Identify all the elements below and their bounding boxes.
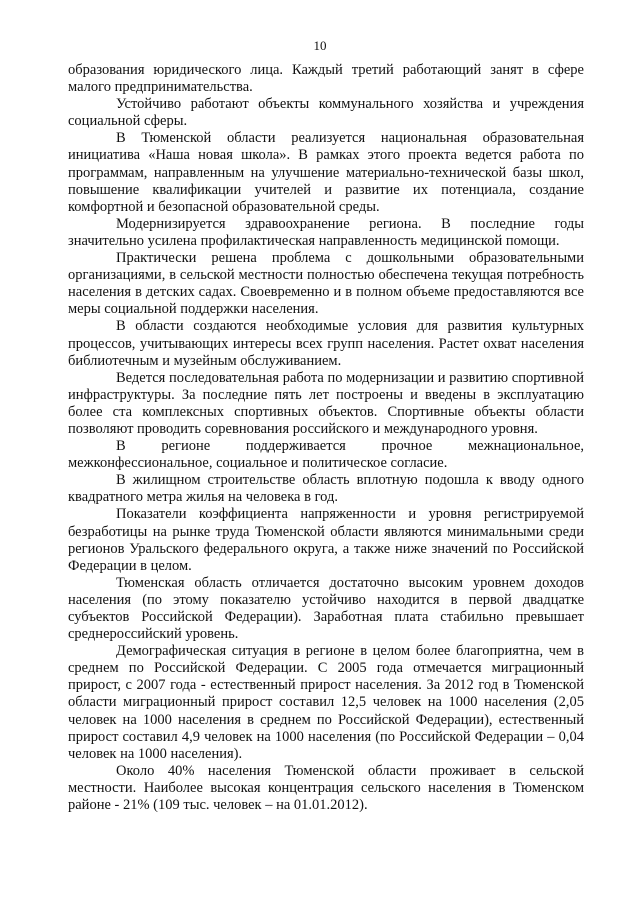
paragraph-culture: В области создаются необходимые условия для развития культурных процессов, учитывающих интересы всех групп населения. Растет охват населения библиотечным и музейным обслуживанием. [68,318,584,369]
paragraph-continued: образования юридического лица. Каждый третий работающий занят в сфере малого предпринимательства. [68,62,584,96]
paragraph-income: Тюменская область отличается достаточно высоким уровнем доходов населения (по этому показателю устойчиво находится в первой двадцатке субъектов Российской Федерации). Заработная плата стабильно превышает среднероссийский уровень. [68,574,584,643]
paragraph-education: В Тюменской области реализуется национальная образовательная инициатива «Наша новая школа». В рамках этого проекта ведется работа по программам, направленным на улучшение материально-технической базы школ, повышение квалификации учителей и развитие их потенциала, создание комфортной и безопасной образовательной среды. [68,130,584,215]
paragraph-preschool: Практически решена проблема с дошкольными образовательными организациями, в сельской местности полностью обеспечена текущая потребность населения в детских садах. Своевременно и в полном объеме предоставляются все меры социальной поддержки населения. [68,250,584,318]
page-number: 10 [313,38,327,53]
paragraph-rural-population: Около 40% населения Тюменской области проживает в сельской местности. Наиболее высокая концентрация сельского населения в Тюменском районе - 21% (109 тыс. человек – на 01.01.2012). [68,762,584,814]
document-body [68,62,584,814]
paragraph-accord: В регионе поддерживается прочное межнациональное, межконфессиональное, социальное и политическое согласие. [68,438,584,472]
paragraph-demography: Демографическая ситуация в регионе в целом более благоприятна, чем в среднем по Российской Федерации. С 2005 года отмечается миграционный прирост, с 2007 года - естественный прирост населения. За 2012 год в Тюменской области миграционный прирост составил 12,5 человек на 1000 населения (2,05 человек на 1000 населения в среднем по Российской Федерации), естественный прирост составил 4,9 человек на 1000 населения (по Российской Федерации – 0,04 человек на 1000 населения). [68,643,584,762]
paragraph-sports: Ведется последовательная работа по модернизации и развитию спортивной инфраструктуры. За последние пять лет построены и введены в эксплуатацию более ста комплексных спортивных объектов. Спортивные объекты области позволяют проводить соревнования российского и международного уровня. [68,369,584,437]
paragraph-healthcare: Модернизируется здравоохранение региона. В последние годы значительно усилена профилактическая направленность медицинской помощи. [68,215,584,249]
paragraph-utilities: Устойчиво работают объекты коммунального хозяйства и учреждения социальной сферы. [68,96,584,130]
paragraph-housing: В жилищном строительстве область вплотную подошла к вводу одного квадратного метра жилья на человека в год. [68,472,584,506]
paragraph-labor-market: Показатели коэффициента напряженности и уровня регистрируемой безработицы на рынке труда Тюменской области являются минимальными среди регионов Уральского федерального округа, а также ниже значений по Российской Федерации в целом. [68,506,584,574]
